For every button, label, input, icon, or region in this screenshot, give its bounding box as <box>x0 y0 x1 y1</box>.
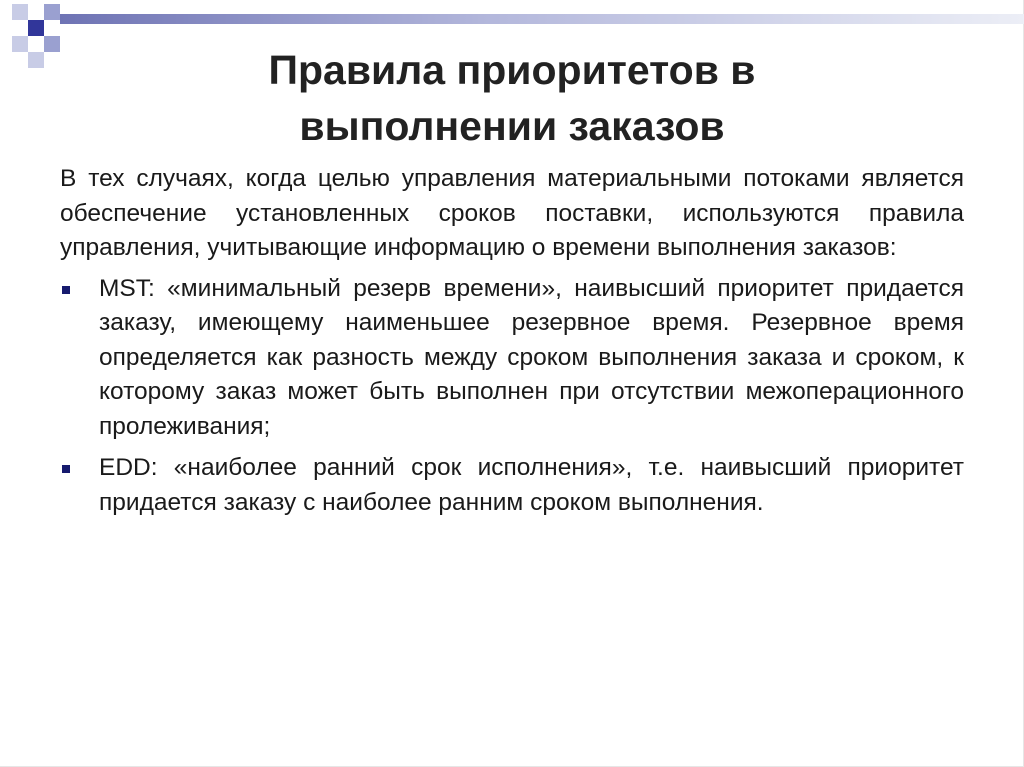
slide-body <box>60 162 964 527</box>
intro-paragraph: В тех случаях, когда целью управления материальными потоками является обеспечение установленных сроков поставки, используются правила управления, учитывающие информацию о времени выполнения заказов: <box>60 165 964 261</box>
slide-title-line: выполнении заказов <box>299 103 725 149</box>
bullet-list <box>60 272 964 521</box>
decor-square <box>28 20 44 36</box>
square-bullet-icon <box>62 286 70 294</box>
list-item <box>60 272 964 445</box>
bullet-text: EDD: «наиболее ранний срок исполнения», т.е. наивысший приоритет придается заказу с наиболее ранним сроком выполнения. <box>99 454 964 516</box>
list-item <box>60 451 964 520</box>
header-gradient-bar <box>60 14 1024 24</box>
decor-square <box>44 4 60 20</box>
square-bullet-icon <box>62 465 70 473</box>
bullet-text: MST: «минимальный резерв времени», наивысший приоритет придается заказу, имеющему наименьшее резервное время. Резервное время определяется как разность между сроком выполнения заказа и сроком, к которому заказ может быть выполнен при отсутствии межоперационного пролеживания; <box>99 274 964 440</box>
decor-square <box>12 4 28 20</box>
slide-title-line: Правила приоритетов в <box>268 47 756 93</box>
slide-title <box>0 42 1024 154</box>
